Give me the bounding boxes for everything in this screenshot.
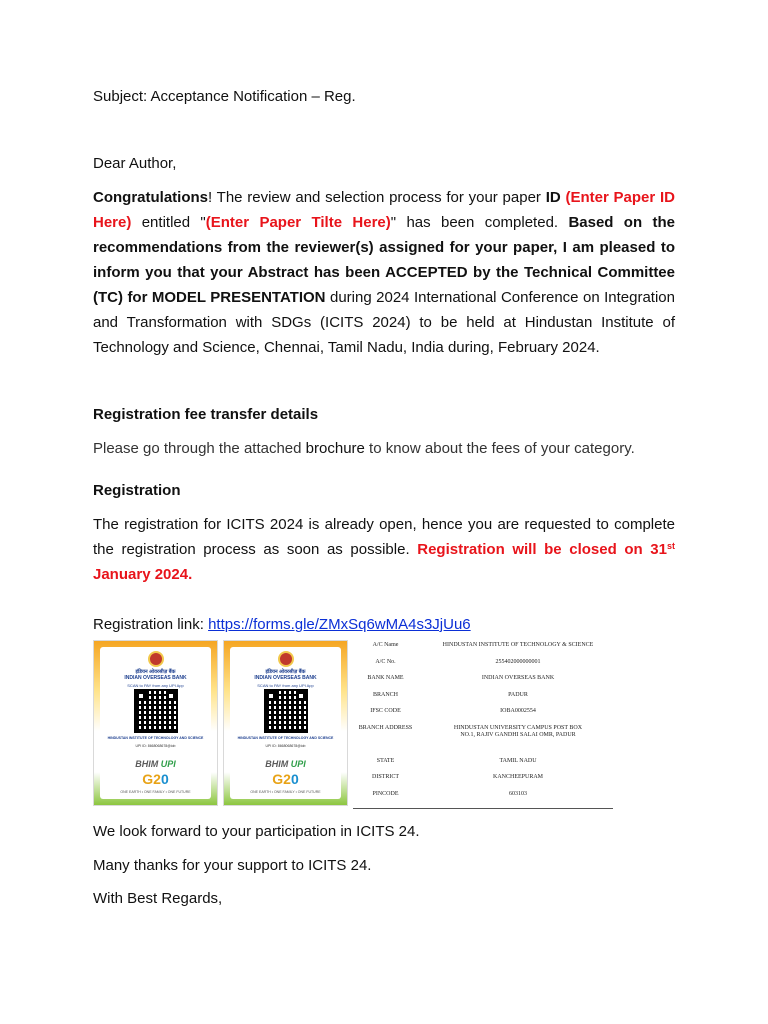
closing-line-3: With Best Regards, — [93, 890, 223, 907]
table-bottom-rule — [353, 808, 613, 809]
conference-details: during 2024 International Conference on Integration and Transformation with SDGs (ICITS 2024) to be held at Hindustan Institute of Technology and Science, Chennai, Tamil Nadu, India during, February 2024. — [93, 289, 675, 356]
registration-link[interactable]: https://forms.gle/ZMxSq6wMA4s3JjUu6 — [208, 616, 471, 633]
subject-line: Subject: Acceptance Notification – Reg. — [93, 88, 356, 105]
bank-row — [353, 758, 613, 775]
bank-logo-icon — [148, 651, 164, 667]
upi-qr-card — [93, 640, 218, 806]
card-institution: HINDUSTAN INSTITUTE OF TECHNOLOGY AND SCIENCE — [107, 736, 204, 740]
bank-row — [353, 659, 613, 676]
g20-zero: 0 — [290, 771, 299, 787]
bank-row-value: PADUR — [508, 691, 528, 698]
bank-row-value: 255402000000001 — [495, 658, 541, 665]
qr-code-icon — [136, 691, 176, 731]
closing-line-2: Many thanks for your support to ICITS 24. — [93, 857, 372, 874]
bank-row-value: TAMIL NADU — [499, 757, 537, 764]
bhim-text: BHIM — [265, 759, 289, 769]
bank-row — [353, 642, 613, 659]
bank-name-hindi: इंडियन ओवरसीज़ बैंक — [265, 669, 306, 675]
upi-id: UPI ID: 8668068678@iob — [135, 744, 176, 748]
paper-id-placeholder: (Enter Paper ID Here) — [93, 189, 675, 231]
bank-row — [353, 725, 613, 758]
paper-title-placeholder: (Enter Paper Tilte Here) — [205, 214, 391, 231]
bank-name-english: INDIAN OVERSEAS BANK — [254, 675, 317, 681]
bank-row — [353, 708, 613, 725]
registration-heading: Registration — [93, 482, 181, 499]
bank-row-value: HINDUSTAN INSTITUTE OF TECHNOLOGY & SCIENCE — [442, 642, 594, 648]
scan-text: SCAN to PAY from any UPI App — [127, 683, 184, 688]
bank-row-label: A/C Name — [372, 642, 399, 648]
card-body — [100, 647, 211, 799]
card-body — [230, 647, 341, 799]
upi-text: UPI — [290, 759, 306, 769]
card-institution: HINDUSTAN INSTITUTE OF TECHNOLOGY AND SCIENCE — [237, 736, 334, 740]
qr-code-icon — [266, 691, 306, 731]
bank-row-value: IOBA0002554 — [500, 708, 536, 714]
registration-link-line — [93, 612, 675, 637]
acceptance-statement: Based on the recommendations from the reviewer(s) assigned for your paper, I am pleased to inform you that your Abstract has been ACCEPTED by the Technical Committee (TC) for MODEL PRESENTATION — [93, 214, 675, 306]
fee-text: Please go through the attached — [93, 440, 306, 457]
bank-row-value: 603103 — [509, 790, 527, 797]
bank-row — [353, 675, 613, 692]
deadline-suffix: st — [666, 541, 675, 551]
bank-row-label: STATE — [376, 757, 395, 764]
upi-id: UPI ID: 8668068678@iob — [265, 744, 306, 748]
registration-text: The registration for ICITS 2024 is already open, hence you are requested to complete the registration process as soon as possible. — [93, 516, 675, 558]
acceptance-paragraph — [93, 185, 675, 360]
bhim-upi-logo — [100, 759, 211, 769]
bank-name-english: INDIAN OVERSEAS BANK — [124, 675, 187, 681]
bank-row — [353, 791, 613, 808]
registration-paragraph — [93, 512, 675, 587]
payment-details-image — [93, 640, 613, 810]
salutation: Dear Author, — [93, 155, 177, 172]
paragraph-text: " has been completed. — [390, 214, 569, 231]
bank-row-label: IFSC CODE — [370, 708, 401, 714]
g20-motto: ONE EARTH • ONE FAMILY • ONE FUTURE — [120, 790, 191, 794]
bank-row-label: BRANCH ADDRESS — [358, 724, 413, 731]
card-bank-name — [100, 669, 211, 681]
bank-row-label: DISTRICT — [372, 774, 399, 780]
fee-heading: Registration fee transfer details — [93, 406, 319, 423]
fee-paragraph — [93, 436, 675, 461]
bank-row — [353, 692, 613, 709]
bank-row-label: A/C No. — [375, 658, 396, 665]
deadline-date: January 2024. — [93, 566, 193, 583]
link-label: Registration link: — [93, 616, 209, 633]
bank-name-hindi: इंडियन ओवरसीज़ बैंक — [135, 669, 176, 675]
bank-row-value: INDIAN OVERSEAS BANK — [481, 675, 555, 681]
congratulations-text: Congratulations — [93, 189, 208, 206]
g20-zero: 0 — [160, 771, 169, 787]
fee-text: to know about the fees of your category. — [364, 440, 635, 457]
g20-logo — [100, 771, 211, 787]
bank-row-label: PINCODE — [372, 790, 399, 797]
upi-text: UPI — [160, 759, 176, 769]
bank-logo-icon — [278, 651, 294, 667]
upi-qr-card — [223, 640, 348, 806]
bank-row-value: HINDUSTAN UNIVERSITY CAMPUS POST BOX NO.1, RAJIV GANDHI SALAI OMR, PADUR — [453, 724, 583, 738]
g20-text: G2 — [142, 771, 161, 787]
scan-text: SCAN to PAY from any UPI App — [257, 683, 314, 688]
paragraph-text: entitled " — [131, 214, 206, 231]
id-word: ID — [545, 189, 561, 206]
g20-logo — [230, 771, 341, 787]
bhim-upi-logo — [230, 759, 341, 769]
bank-details-table — [353, 642, 613, 807]
card-bank-name — [230, 669, 341, 681]
bank-row — [353, 774, 613, 791]
deadline-text: Registration will be closed on 31 — [417, 541, 667, 558]
bhim-text: BHIM — [135, 759, 159, 769]
paragraph-text: ! The review and selection process for your paper — [208, 189, 546, 206]
closing-line-1: We look forward to your participation in ICITS 24. — [93, 823, 420, 840]
g20-motto: ONE EARTH • ONE FAMILY • ONE FUTURE — [250, 790, 321, 794]
bank-row-label: BRANCH — [372, 691, 398, 698]
bank-row-label: BANK NAME — [367, 675, 404, 681]
bank-row-value: KANCHEEPURAM — [492, 774, 543, 780]
g20-text: G2 — [272, 771, 291, 787]
brochure-word: brochure — [305, 440, 365, 457]
